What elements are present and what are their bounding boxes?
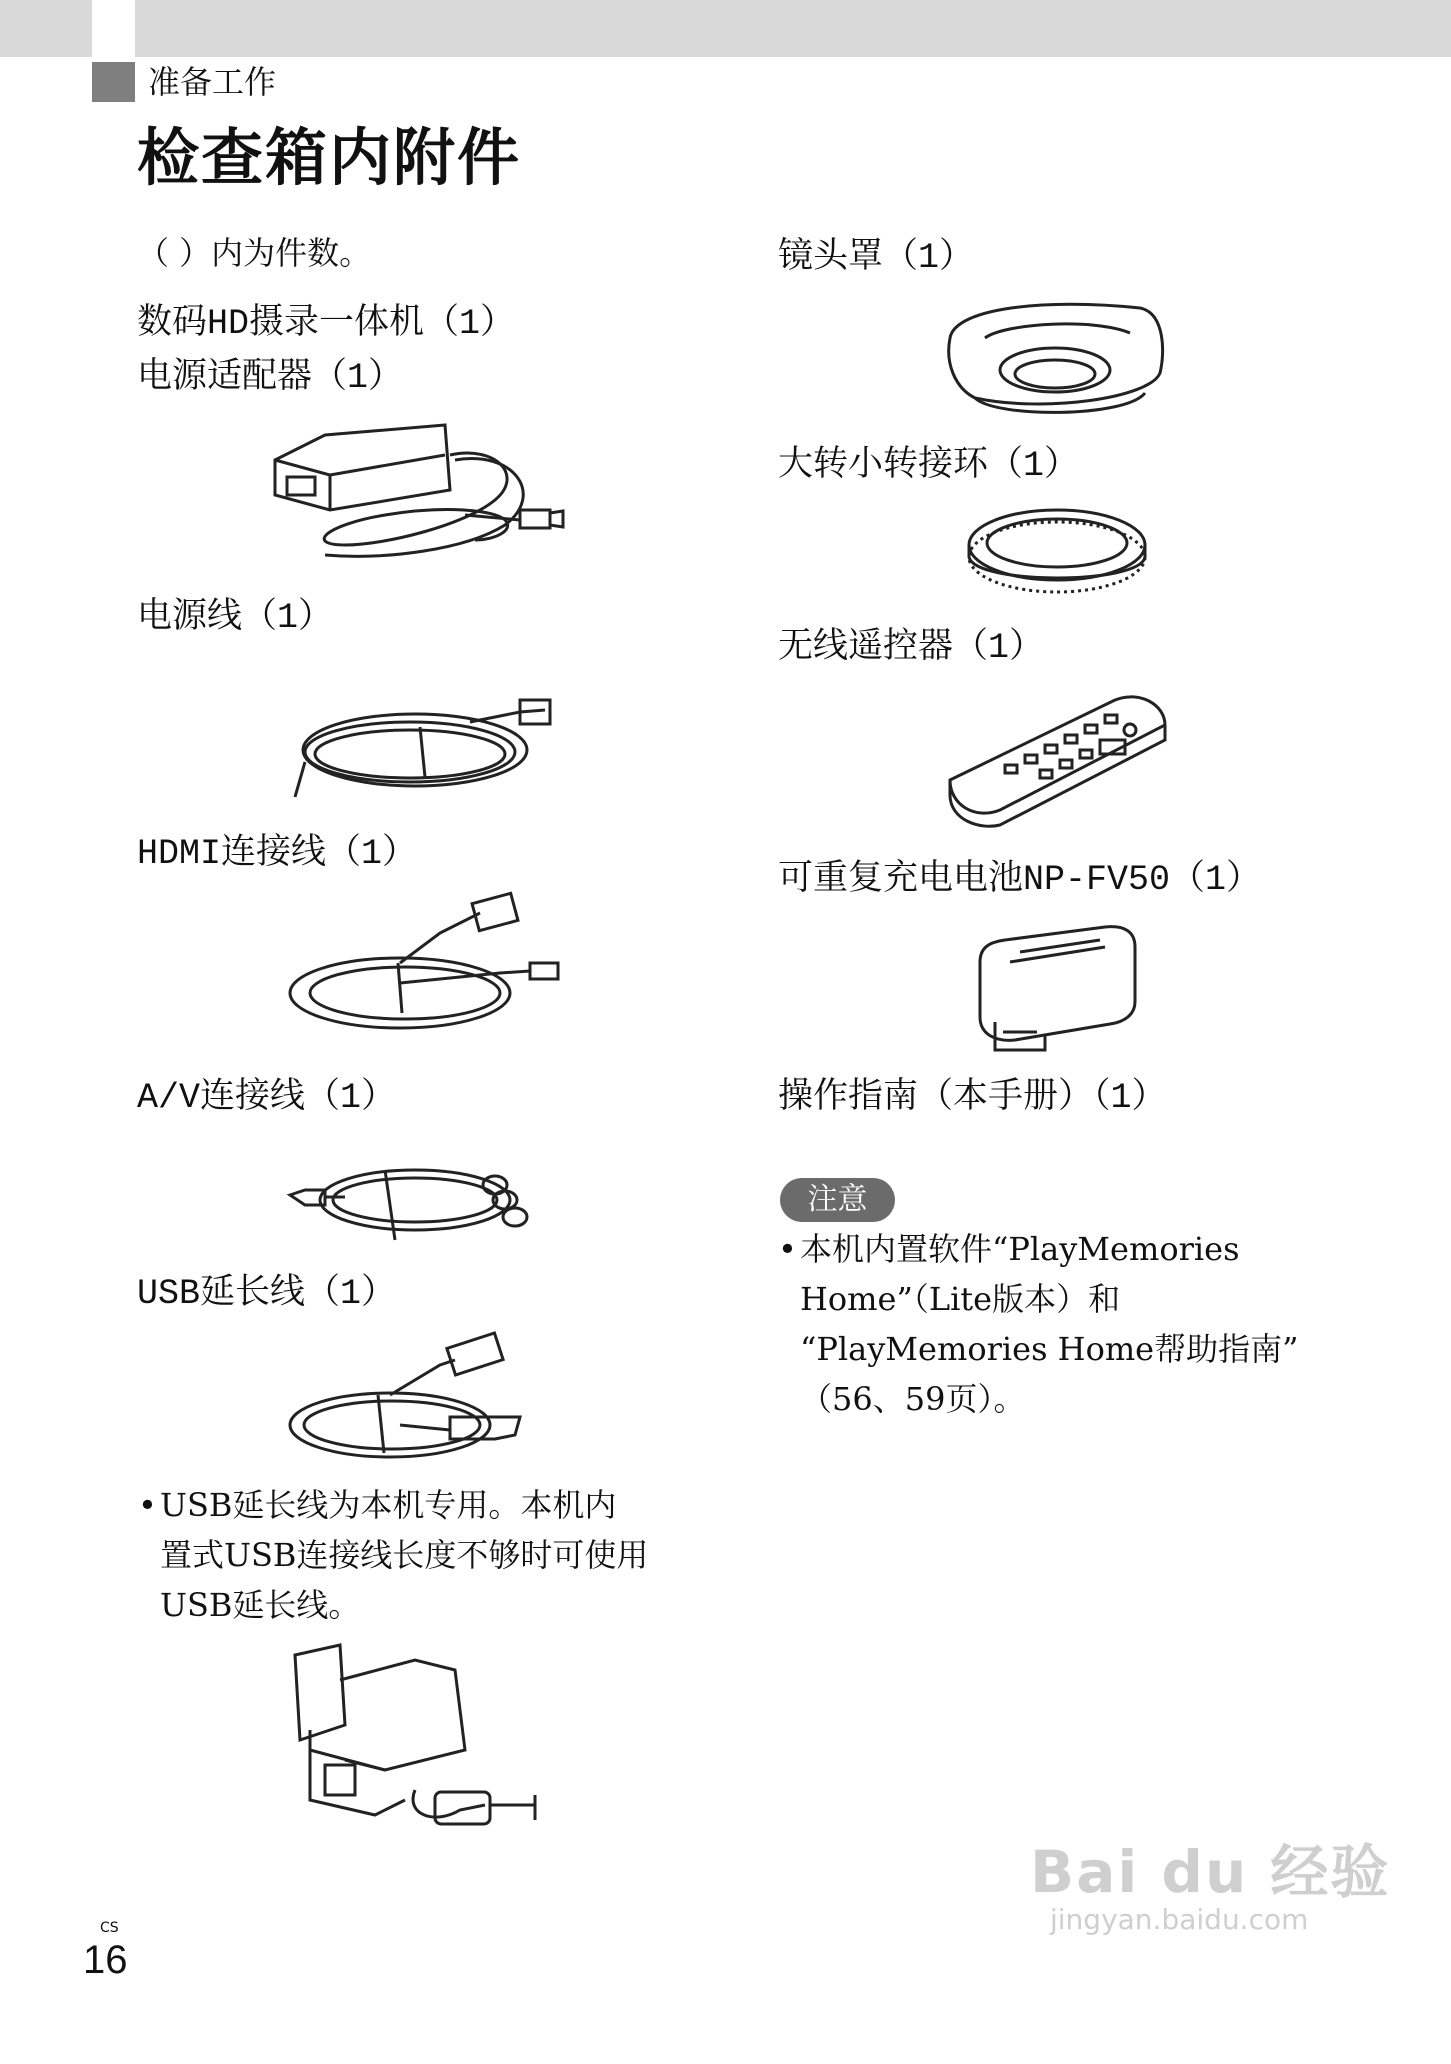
watermark-brand: Bai du 经验 xyxy=(1030,1838,1391,1906)
step-down-ring-illustration xyxy=(965,505,1150,595)
page-title: 检查箱内附件 xyxy=(137,121,522,194)
power-cord-illustration xyxy=(290,672,570,802)
item-camcorder: 数码HD摄录一体机（1） xyxy=(137,304,516,344)
usb-note-line: USB延长线。 xyxy=(160,1586,361,1624)
hdmi-cable-illustration xyxy=(280,893,580,1043)
lens-hood-illustration xyxy=(945,298,1170,423)
ac-adaptor-illustration xyxy=(265,415,585,565)
watermark xyxy=(1030,1840,1390,1936)
item-usb-cable: USB延长线（1） xyxy=(137,1274,397,1314)
usb-note xyxy=(138,1480,649,1630)
item-hdmi-cable: HDMI连接线（1） xyxy=(137,834,418,874)
software-note-line: “PlayMemories Home帮助指南” xyxy=(800,1330,1299,1368)
usb-note-line: 置式USB连接线长度不够时可使用 xyxy=(160,1536,649,1574)
section-marker xyxy=(92,62,135,102)
header-bar-left xyxy=(0,0,92,57)
header-bar xyxy=(135,0,1451,57)
software-note-line: Home”（Lite版本）和 xyxy=(800,1280,1121,1318)
usb-cable-illustration xyxy=(280,1335,560,1465)
software-note-line: （56、59页）。 xyxy=(800,1380,1026,1418)
av-cable-illustration xyxy=(285,1145,545,1255)
section-label: 准备工作 xyxy=(148,63,277,101)
software-note xyxy=(778,1224,1299,1424)
software-note-line: 本机内置软件“PlayMemories xyxy=(800,1230,1240,1268)
page-number: 16 xyxy=(83,1938,128,1982)
item-step-down-ring: 大转小转接环（1） xyxy=(778,446,1080,486)
usb-note-line: USB延长线为本机专用。本机内 xyxy=(160,1486,617,1524)
camcorder-illustration xyxy=(285,1640,545,1840)
item-power-cord: 电源线（1） xyxy=(137,598,334,638)
bullet-icon: • xyxy=(138,1486,157,1524)
battery-illustration xyxy=(975,922,1140,1057)
bullet-icon: • xyxy=(778,1230,797,1268)
item-operating-guide: 操作指南（本手册）（1） xyxy=(778,1078,1167,1118)
item-ac-adaptor: 电源适配器（1） xyxy=(137,358,404,398)
watermark-url: jingyan.baidu.com xyxy=(1050,1903,1309,1936)
remote-control-illustration xyxy=(945,690,1170,840)
item-av-cable: A/V连接线（1） xyxy=(137,1078,397,1118)
item-battery: 可重复充电电池NP-FV50（1） xyxy=(778,860,1262,900)
intro-text: （ ）内为件数。 xyxy=(137,234,372,272)
language-code: CS xyxy=(100,1920,119,1936)
item-wireless-remote: 无线遥控器（1） xyxy=(778,628,1045,668)
note-badge: 注意 xyxy=(780,1178,895,1222)
item-lens-hood: 镜头罩（1） xyxy=(778,238,975,278)
